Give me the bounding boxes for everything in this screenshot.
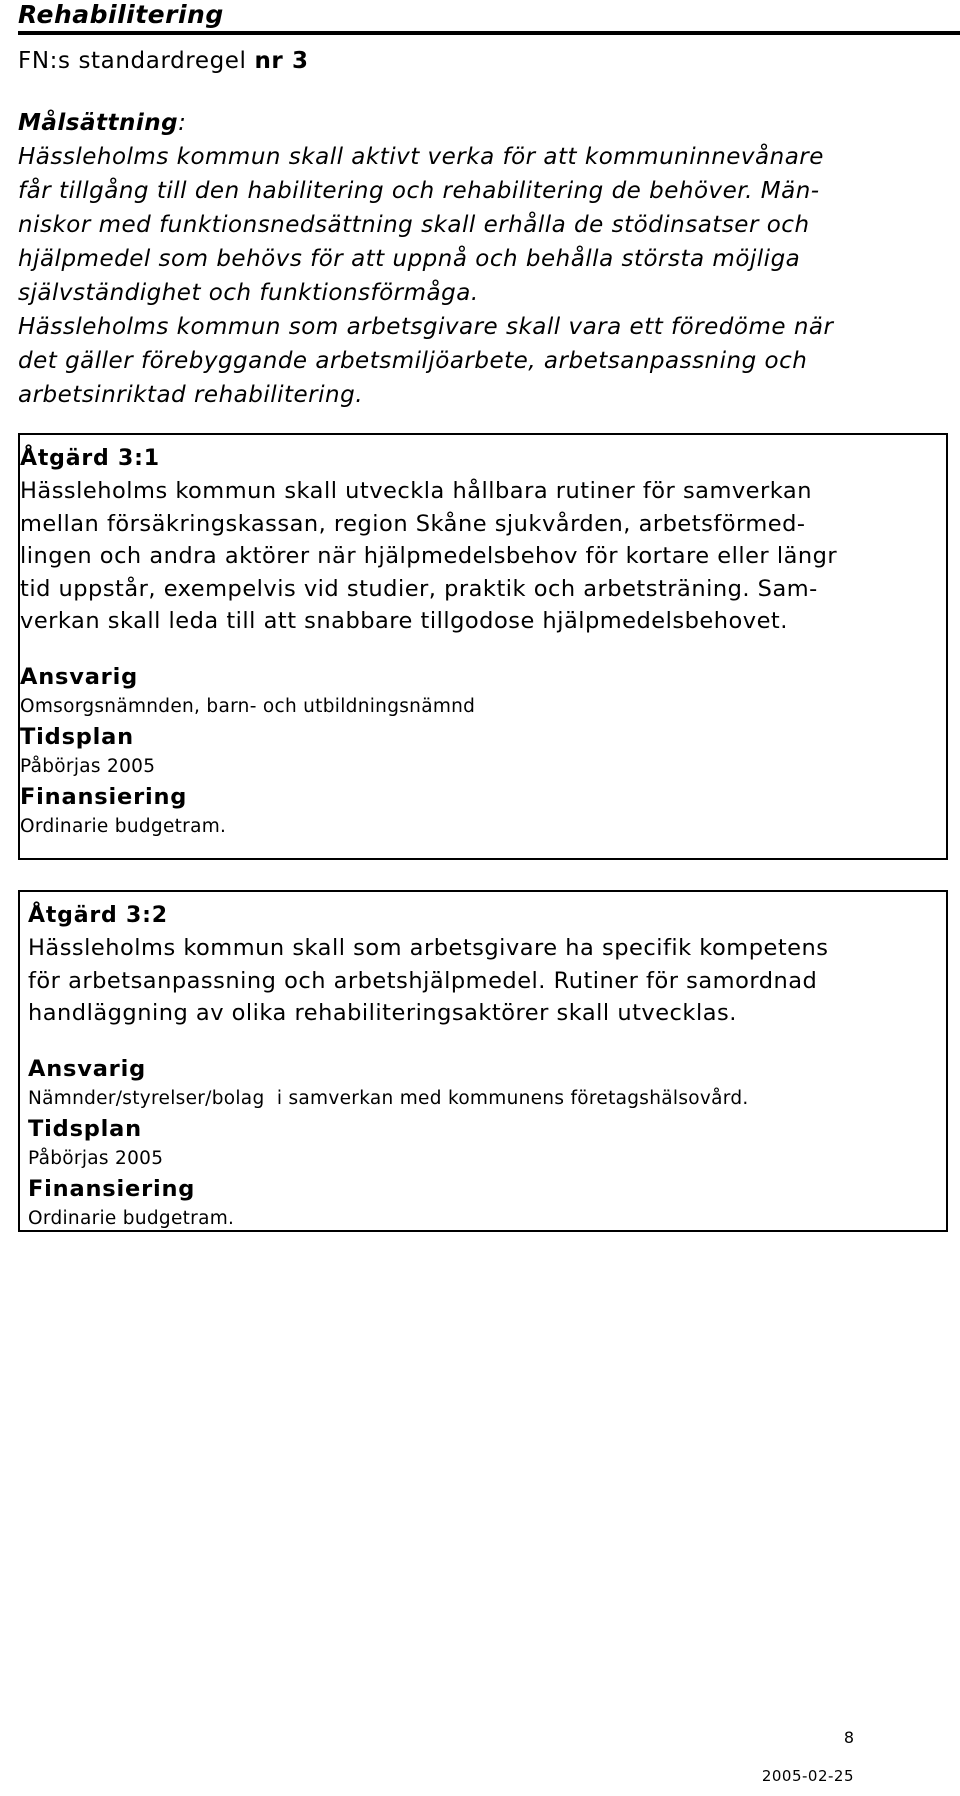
goal-line: det gäller förebyggande arbetsmiljöarbete, arbetsanpassning och (18, 348, 808, 374)
schedule-heading: Tidsplan (20, 723, 134, 750)
action-description: Hässleholms kommun skall utveckla hållbara rutiner för samverkan mellan försäkringskassan, region Skåne sjukvården, arbetsförmed- lingen och andra aktörer när hjälpmedelsbehov för kortare eller längr tid uppstår, exempelvis vid studier, praktik och arbetsträning. Sam- verkan skall leda till att snabbare tillgodose hjälpmedelsbehovet. (20, 478, 838, 634)
schedule-value: Påbörjas 2005 (20, 755, 156, 777)
page-date: 2005-02-25 (761, 1767, 854, 1785)
page-number: 8 (843, 1728, 854, 1747)
schedule-value: Påbörjas 2005 (28, 1147, 164, 1169)
financing-heading: Finansiering (28, 1175, 196, 1202)
action-box-3-1 (18, 433, 948, 860)
responsible-value: Nämnder/styrelser/bolag i samverkan med kommunens företagshälsovård. (28, 1087, 749, 1109)
responsible-value: Omsorgsnämnden, barn- och utbildningsnämnd (20, 695, 476, 717)
schedule-heading: Tidsplan (28, 1115, 142, 1142)
financing-value: Ordinarie budgetram. (28, 1207, 235, 1229)
goal-line: niskor med funktionsnedsättning skall erhålla de stödinsatser och (18, 212, 810, 238)
goal-line: hjälpmedel som behövs för att uppnå och behålla största möjliga (18, 246, 801, 272)
goal-line: Hässleholms kommun som arbetsgivare skall vara ett föredöme när (18, 314, 834, 340)
goal-line: får tillgång till den habilitering och rehabilitering de behöver. Män- (18, 178, 820, 204)
goal-line: Hässleholms kommun skall aktivt verka för att kommuninnevånare (18, 144, 824, 170)
goal-line: arbetsinriktad rehabilitering. (18, 382, 364, 408)
responsible-heading: Ansvarig (20, 663, 138, 690)
goal-section (18, 106, 948, 412)
action-heading: Åtgärd 3:2 (28, 903, 168, 928)
header-rule (18, 31, 960, 35)
goal-heading: Målsättning (18, 110, 179, 136)
action-description: Hässleholms kommun skall som arbetsgivare ha specifik kompetens för arbetsanpassning och arbetshjälpmedel. Rutiner för samordnad handläggning av olika rehabiliteringsaktörer skall utvecklas. (28, 935, 829, 1026)
financing-value: Ordinarie budgetram. (20, 815, 227, 837)
standard-rule-prefix: FN:s standardregel (18, 48, 255, 74)
standard-rule-label (18, 44, 309, 78)
goal-heading-colon: : (178, 110, 187, 136)
action-heading: Åtgärd 3:1 (20, 446, 160, 471)
document-title: Rehabilitering (18, 0, 224, 29)
goal-line: självständighet och funktionsförmåga. (18, 280, 479, 306)
financing-heading: Finansiering (20, 783, 188, 810)
standard-rule-number: nr 3 (254, 48, 309, 74)
action-box-3-2 (18, 890, 948, 1232)
responsible-heading: Ansvarig (28, 1055, 146, 1082)
